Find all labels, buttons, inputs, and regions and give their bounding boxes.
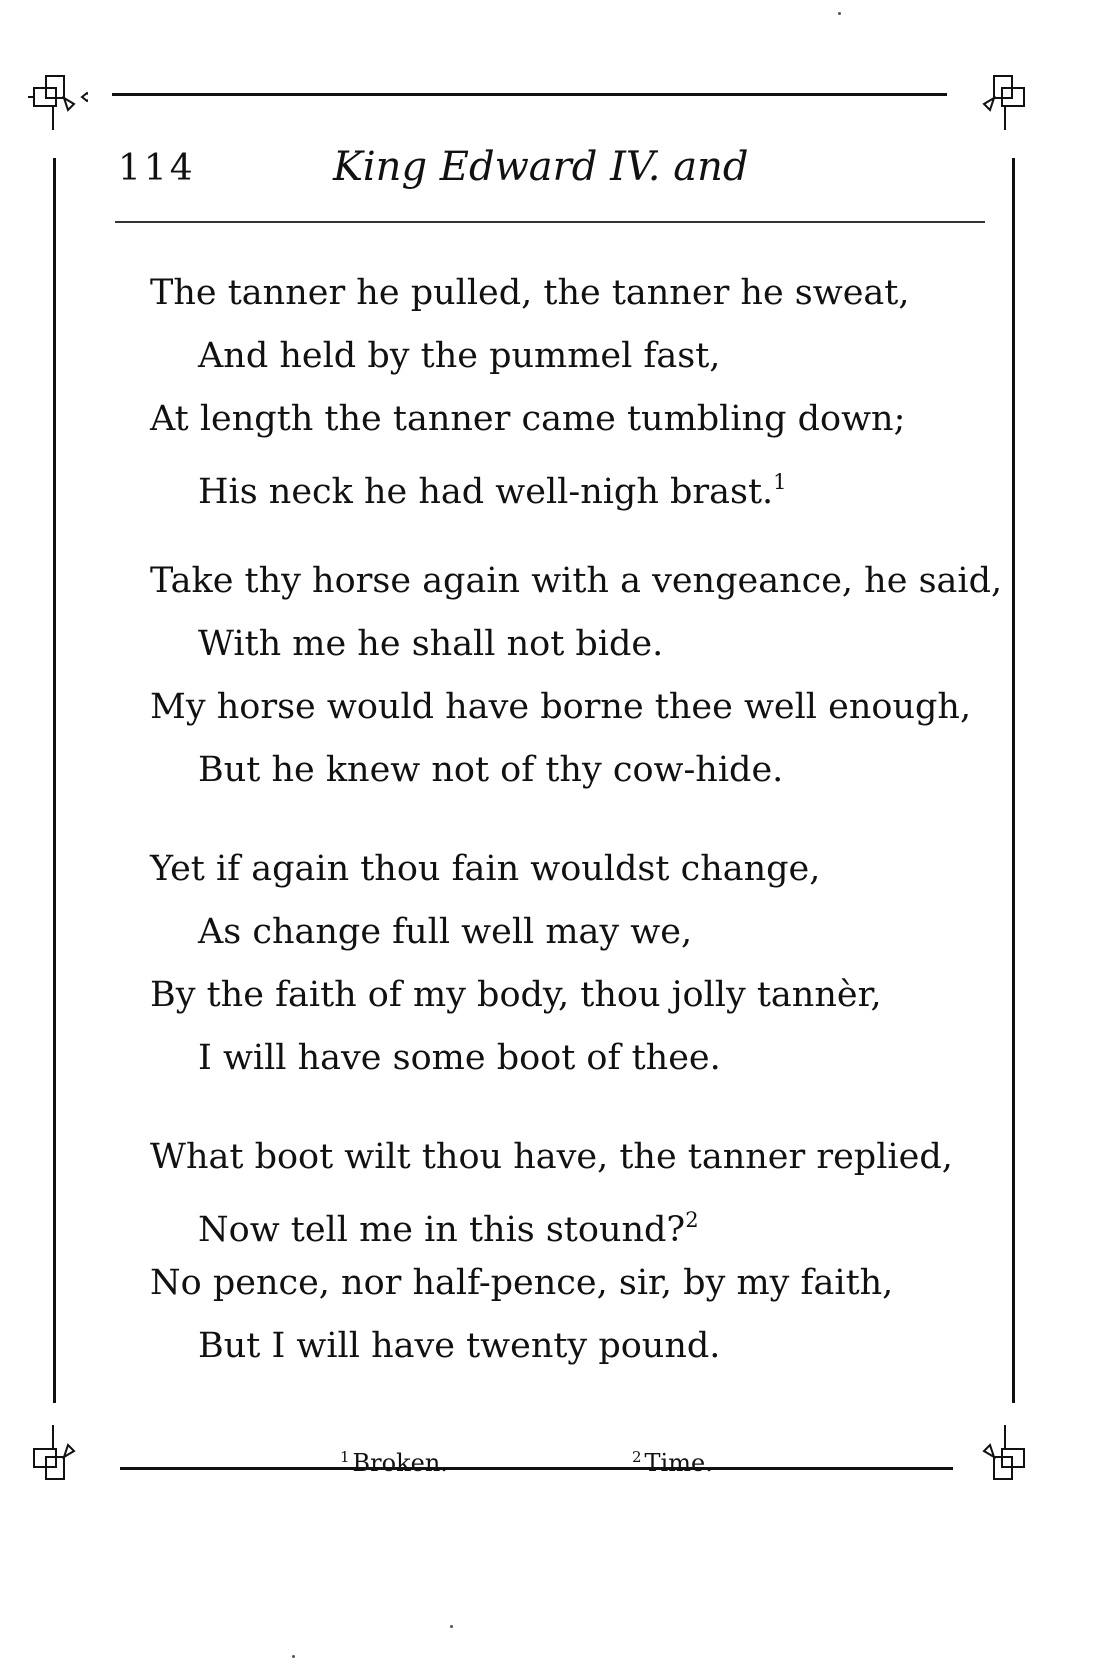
running-head bbox=[118, 138, 988, 198]
verse-line: No pence, nor half-pence, sir, by my faith, bbox=[150, 1263, 894, 1303]
footnote-text: Time. bbox=[644, 1449, 713, 1477]
frame-bottom-rule bbox=[120, 1467, 953, 1470]
verse-line: And held by the pummel fast, bbox=[198, 336, 721, 376]
verse-line: Now tell me in this stound?$^2$ bbox=[198, 1208, 699, 1250]
footnote bbox=[632, 1448, 713, 1477]
verse-line: But he knew not of thy cow-hide. bbox=[198, 750, 784, 790]
footnote-ref: 2 bbox=[685, 1208, 699, 1232]
verse-line: By the faith of my body, thou jolly tannèr, bbox=[150, 975, 882, 1015]
paper-speck bbox=[450, 1625, 453, 1628]
corner-ornament-icon bbox=[970, 70, 1030, 130]
paper-speck bbox=[838, 12, 841, 15]
poem bbox=[150, 262, 1030, 1414]
running-title: King Edward IV. and bbox=[333, 144, 749, 190]
footnote bbox=[340, 1448, 448, 1477]
verse-line: At length the tanner came tumbling down; bbox=[150, 399, 906, 439]
stanza bbox=[150, 550, 1030, 802]
verse-line: With me he shall not bide. bbox=[198, 624, 664, 664]
footnote-ref: 1 bbox=[773, 470, 787, 494]
verse-line: As change full well may we, bbox=[198, 912, 693, 952]
header-rule bbox=[115, 221, 985, 223]
paper-speck bbox=[292, 1655, 295, 1658]
frame-left-rule bbox=[53, 158, 56, 1403]
verse-line: The tanner he pulled, the tanner he sweat, bbox=[150, 273, 910, 313]
verse-line: Yet if again thou fain wouldst change, bbox=[150, 849, 821, 889]
stanza bbox=[150, 262, 1030, 514]
footnote-text: Broken. bbox=[352, 1449, 448, 1477]
stanza bbox=[150, 838, 1030, 1090]
footnote-mark: 1 bbox=[340, 1448, 350, 1466]
corner-ornament-icon bbox=[28, 1425, 88, 1485]
verse-line: What boot wilt thou have, the tanner replied, bbox=[150, 1137, 953, 1177]
stanza bbox=[150, 1126, 1030, 1378]
verse-line: But I will have twenty pound. bbox=[198, 1326, 721, 1366]
verse-line: Take thy horse again with a vengeance, he said, bbox=[150, 561, 1003, 601]
corner-ornament-icon bbox=[970, 1425, 1030, 1485]
page-number: 114 bbox=[118, 148, 196, 189]
verse-line: I will have some boot of thee. bbox=[198, 1038, 721, 1078]
footnote-mark: 2 bbox=[632, 1448, 642, 1466]
verse-line: His neck he had well-nigh brast.$^1$ bbox=[198, 470, 787, 512]
frame-top-rule bbox=[112, 93, 947, 96]
corner-ornament-icon bbox=[28, 70, 88, 130]
verse-line: My horse would have borne thee well enough, bbox=[150, 687, 972, 727]
